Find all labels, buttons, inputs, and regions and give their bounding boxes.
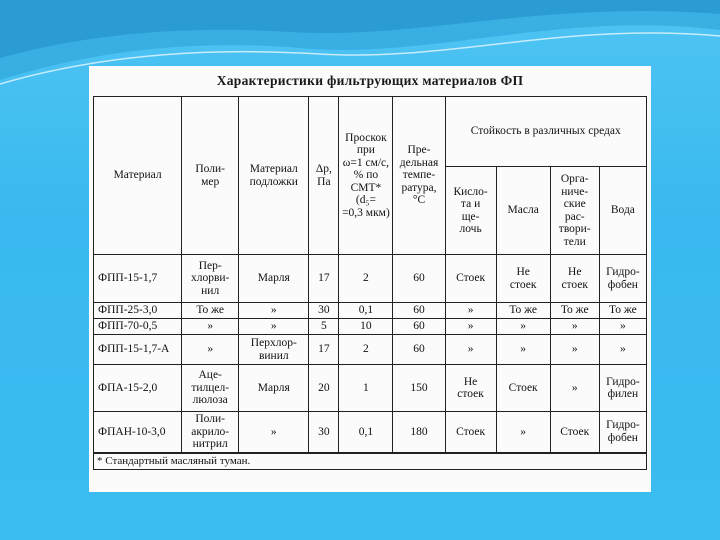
cell-polymer: Поли- акрило- нитрил bbox=[182, 412, 239, 453]
cell-substrate: Марля bbox=[239, 365, 309, 412]
cell-substrate: Марля bbox=[239, 255, 309, 303]
cell-oils: » bbox=[496, 335, 550, 365]
cell-acids: Не стоек bbox=[445, 365, 496, 412]
cell-material: ФПП-70-0,5 bbox=[94, 319, 182, 335]
cell-acids: Стоек bbox=[445, 255, 496, 303]
header-stability: Стойкость в различных средах bbox=[445, 97, 646, 167]
cell-organic-solvents: » bbox=[550, 335, 599, 365]
cell-water: Гидро- фобен bbox=[599, 255, 646, 303]
cell-acids: » bbox=[445, 303, 496, 319]
table-title: Характеристики фильтрующих материалов ФП bbox=[216, 73, 524, 88]
cell-organic-solvents: Стоек bbox=[550, 412, 599, 453]
cell-substrate: » bbox=[239, 412, 309, 453]
header-pressure-drop: Δр, Па bbox=[309, 97, 339, 255]
cell-water: Гидро- фобен bbox=[599, 412, 646, 453]
cell-substrate: Перхлор- винил bbox=[239, 335, 309, 365]
cell-oils: То же bbox=[496, 303, 550, 319]
cell-material: ФПП-15-1,7-А bbox=[94, 335, 182, 365]
cell-pressure-drop: 30 bbox=[309, 303, 339, 319]
cell-water: То же bbox=[599, 303, 646, 319]
cell-water: Гидро- филен bbox=[599, 365, 646, 412]
table-row bbox=[94, 335, 647, 365]
cell-material: ФПП-15-1,7 bbox=[94, 255, 182, 303]
cell-acids: » bbox=[445, 335, 496, 365]
document-sheet bbox=[89, 66, 651, 492]
header-organic-solvents: Орга- ниче- ские рас- твори- тели bbox=[550, 167, 599, 255]
cell-temperature: 60 bbox=[393, 319, 445, 335]
cell-temperature: 180 bbox=[393, 412, 445, 453]
header-substrate: Материал подложки bbox=[239, 97, 309, 255]
cell-acids: » bbox=[445, 319, 496, 335]
cell-breakthrough: 2 bbox=[339, 335, 393, 365]
cell-organic-solvents: » bbox=[550, 365, 599, 412]
cell-oils: Не стоек bbox=[496, 255, 550, 303]
cell-pressure-drop: 17 bbox=[309, 335, 339, 365]
cell-temperature: 60 bbox=[393, 303, 445, 319]
table-row bbox=[94, 319, 647, 335]
table-row bbox=[94, 365, 647, 412]
cell-material: ФПА-15-2,0 bbox=[94, 365, 182, 412]
cell-temperature: 60 bbox=[393, 255, 445, 303]
cell-polymer: Пер- хлорви- нил bbox=[182, 255, 239, 303]
cell-polymer: То же bbox=[182, 303, 239, 319]
header-breakthrough: Проскок при ω=1 см/с, % по СМТ* (d₅= =0,3 мкм) bbox=[339, 97, 393, 255]
cell-pressure-drop: 30 bbox=[309, 412, 339, 453]
header-acids: Кисло- та и ще- лочь bbox=[445, 167, 496, 255]
header-material: Материал bbox=[94, 97, 182, 255]
table-row bbox=[94, 255, 647, 303]
cell-organic-solvents: » bbox=[550, 319, 599, 335]
footnote: * Стандартный масляный туман. bbox=[93, 453, 647, 470]
materials-table bbox=[93, 96, 647, 453]
cell-organic-solvents: Не стоек bbox=[550, 255, 599, 303]
cell-temperature: 150 bbox=[393, 365, 445, 412]
cell-breakthrough: 0,1 bbox=[339, 412, 393, 453]
cell-substrate: » bbox=[239, 303, 309, 319]
cell-water: » bbox=[599, 335, 646, 365]
cell-pressure-drop: 17 bbox=[309, 255, 339, 303]
cell-polymer: » bbox=[182, 319, 239, 335]
table-body bbox=[94, 255, 647, 453]
cell-water: » bbox=[599, 319, 646, 335]
cell-organic-solvents: То же bbox=[550, 303, 599, 319]
cell-polymer: » bbox=[182, 335, 239, 365]
header-oils: Масла bbox=[496, 167, 550, 255]
header-polymer: Поли- мер bbox=[182, 97, 239, 255]
cell-acids: Стоек bbox=[445, 412, 496, 453]
cell-breakthrough: 2 bbox=[339, 255, 393, 303]
header-water: Вода bbox=[599, 167, 646, 255]
cell-temperature: 60 bbox=[393, 335, 445, 365]
cell-pressure-drop: 20 bbox=[309, 365, 339, 412]
cell-material: ФПАН-10-3,0 bbox=[94, 412, 182, 453]
cell-oils: Стоек bbox=[496, 365, 550, 412]
cell-substrate: » bbox=[239, 319, 309, 335]
table-row bbox=[94, 412, 647, 453]
cell-polymer: Аце- тилцел- люлоза bbox=[182, 365, 239, 412]
table-row bbox=[94, 303, 647, 319]
header-max-temperature: Пре- дельная темпе- ратура, °С bbox=[393, 97, 445, 255]
cell-breakthrough: 0,1 bbox=[339, 303, 393, 319]
cell-breakthrough: 1 bbox=[339, 365, 393, 412]
cell-oils: » bbox=[496, 319, 550, 335]
cell-oils: » bbox=[496, 412, 550, 453]
cell-breakthrough: 10 bbox=[339, 319, 393, 335]
cell-material: ФПП-25-3,0 bbox=[94, 303, 182, 319]
cell-pressure-drop: 5 bbox=[309, 319, 339, 335]
